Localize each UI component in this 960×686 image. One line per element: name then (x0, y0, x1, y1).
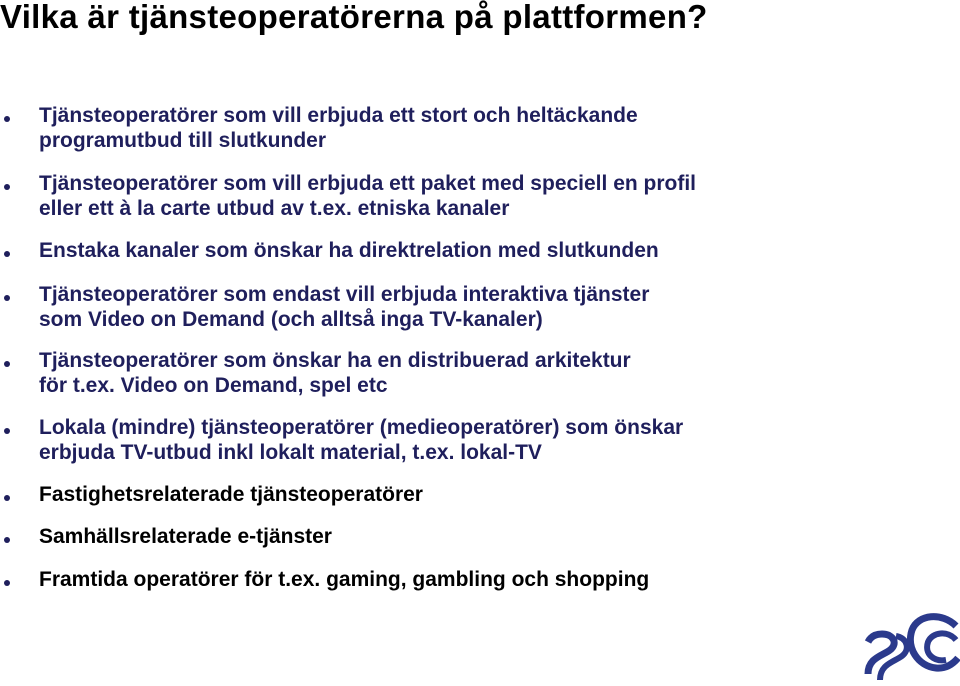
bullet-line: för t.ex. Video on Demand, spel etc (39, 374, 388, 397)
bullet-line: Tjänsteoperatörer som vill erbjuda ett paket med speciell en profil (39, 172, 697, 195)
bullet-text (39, 348, 631, 398)
organization-logo-icon (860, 600, 960, 686)
bullet-line: Fastighetsrelaterade tjänsteoperatörer (39, 483, 423, 506)
bullet-dot (4, 184, 10, 190)
bullet-dot (4, 116, 10, 122)
bullet-line: Lokala (mindre) tjänsteoperatörer (medieoperatörer) som önskar (39, 416, 684, 439)
bullet-line: erbjuda TV-utbud inkl lokalt material, t.ex. lokal-TV (39, 441, 542, 464)
bullet-line: Tjänsteoperatörer som endast vill erbjuda interaktiva tjänster (39, 283, 650, 306)
bullet-line: Tjänsteoperatörer som önskar ha en distribuerad arkitektur (39, 349, 631, 372)
bullet-dot (4, 495, 10, 501)
bullet-text (39, 171, 696, 221)
bullet-line: Samhällsrelaterade e-tjänster (39, 525, 332, 548)
bullet-line: Tjänsteoperatörer som vill erbjuda ett stort och heltäckande (39, 104, 638, 127)
bullet-dot (4, 361, 10, 367)
bullet-text (39, 282, 649, 332)
bullet-dot (4, 537, 10, 543)
bullet-dot (4, 295, 10, 301)
bullet-line: Enstaka kanaler som önskar ha direktrelation med slutkunden (39, 239, 659, 262)
bullet-dot (4, 251, 10, 257)
bullet-line: eller ett à la carte utbud av t.ex. etniska kanaler (39, 197, 510, 220)
bullet-line: som Video on Demand (och alltså inga TV-kanaler) (39, 308, 543, 331)
bullet-dot (4, 428, 10, 434)
bullet-line: programutbud till slutkunder (39, 129, 326, 152)
bullet-text (39, 482, 423, 507)
bullet-text (39, 238, 659, 263)
slide-title: Vilka är tjänsteoperatörerna på plattformen? (0, 0, 708, 35)
bullet-text (39, 567, 649, 592)
bullet-dot (4, 580, 10, 586)
bullet-text (39, 415, 683, 465)
bullet-text (39, 524, 332, 549)
bullet-line: Framtida operatörer för t.ex. gaming, gambling och shopping (39, 568, 650, 591)
bullet-text (39, 103, 638, 153)
